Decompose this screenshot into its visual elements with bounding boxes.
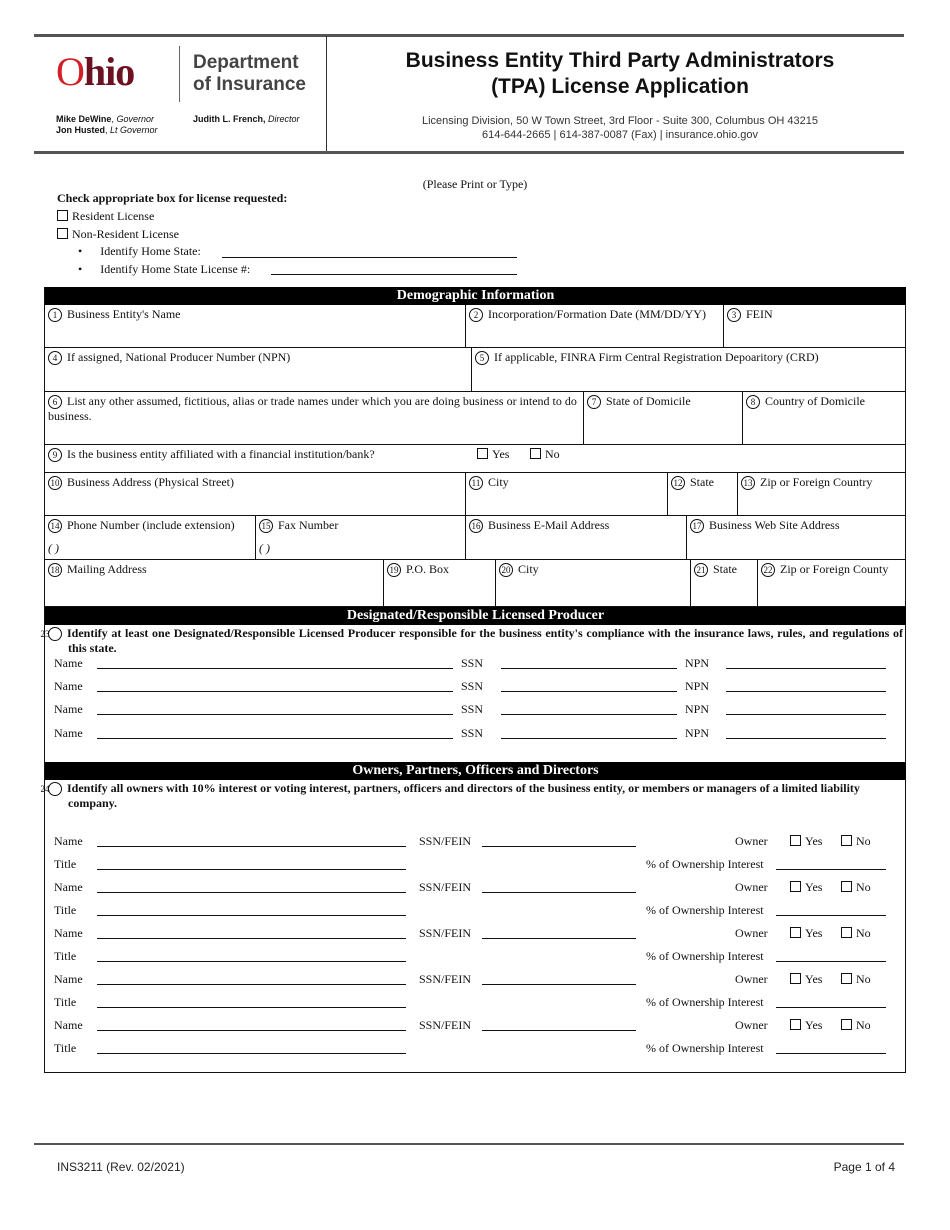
header-divider	[326, 36, 327, 152]
field-mailing-zip[interactable]: 22 Zip or Foreign County	[758, 560, 906, 607]
non-resident-checkbox[interactable]	[57, 228, 68, 239]
home-license-row: • Identify Home State License #:	[78, 262, 251, 276]
owner-no-checkbox[interactable]	[841, 927, 852, 938]
director	[193, 114, 300, 125]
producer-ssn-input[interactable]	[501, 691, 677, 692]
ownership-pct-label: % of Ownership Interest	[646, 903, 764, 917]
owner-name-input[interactable]	[97, 1030, 406, 1031]
dept-line2: of Insurance	[193, 74, 306, 95]
owners-header: Owners, Partners, Officers and Directors	[45, 762, 906, 780]
owner-no-checkbox[interactable]	[841, 835, 852, 846]
owner-name-input[interactable]	[97, 938, 406, 939]
owner-ssn-input[interactable]	[482, 938, 636, 939]
owner-no[interactable]: No	[841, 926, 871, 941]
owner-title-input[interactable]	[97, 961, 406, 962]
title-label: Title	[54, 1041, 77, 1055]
director-name: Judith L. French,	[193, 114, 266, 124]
name-label: Name	[54, 656, 83, 670]
field-business-name[interactable]: 1 Business Entity's Name	[45, 305, 466, 348]
bank-yes-checkbox[interactable]	[477, 448, 488, 459]
producer-npn-input[interactable]	[726, 691, 886, 692]
home-license-input[interactable]	[271, 274, 517, 275]
logo-divider	[179, 46, 180, 102]
ssn-label: SSN	[461, 656, 484, 670]
ohio-logo: Ohio	[56, 49, 135, 94]
owner-yes-checkbox[interactable]	[790, 973, 801, 984]
home-state-input[interactable]	[222, 257, 517, 258]
owner-yes-checkbox[interactable]	[790, 881, 801, 892]
address: Licensing Division, 50 W Town Street, 3rd Floor - Suite 300, Columbus OH 43215	[422, 115, 818, 127]
field-fein[interactable]: 3 FEIN	[724, 305, 906, 348]
title-label: Title	[54, 995, 77, 1009]
owner-yes[interactable]: Yes	[790, 834, 822, 849]
bank-no[interactable]: No	[530, 447, 560, 461]
owner-ssn-input[interactable]	[482, 846, 636, 847]
page-number: Page 1 of 4	[833, 1160, 895, 1174]
form-id: INS3211 (Rev. 02/2021)	[57, 1160, 185, 1174]
owner-no-checkbox[interactable]	[841, 1019, 852, 1030]
ownership-pct-input[interactable]	[776, 869, 886, 870]
field-state-domicile[interactable]: 7 State of Domicile	[584, 392, 743, 445]
owner-no[interactable]: No	[841, 834, 871, 849]
owner-yes[interactable]: Yes	[790, 972, 822, 987]
name-label: Name	[54, 1018, 83, 1032]
field-bank-affiliation: 9 Is the business entity affiliated with a financial institution/bank? Yes No	[45, 445, 906, 473]
owner-yes[interactable]: Yes	[790, 880, 822, 895]
bank-yes[interactable]: Yes	[477, 447, 509, 461]
owner-no[interactable]: No	[841, 880, 871, 895]
title-label: Title	[54, 857, 77, 871]
name-label: Name	[54, 880, 83, 894]
title-label: Title	[54, 903, 77, 917]
governor-title: Governor	[116, 114, 154, 124]
owners-instruction: 24 Identify all owners with 10% interest or voting interest, partners, officers and directors of the business entity, or members or managers of a limited liability company.	[40, 781, 860, 810]
owner-no-checkbox[interactable]	[841, 881, 852, 892]
resident-label: Resident License	[72, 209, 155, 223]
governors: Mike DeWine, Governor Jon Husted, Lt Governor	[56, 114, 158, 135]
producer-name-input[interactable]	[97, 738, 453, 739]
owner-ssn-input[interactable]	[482, 892, 636, 893]
demographic-header: Demographic Information	[45, 287, 906, 305]
ssn-fein-label: SSN/FEIN	[419, 972, 472, 986]
governor: Mike DeWine	[56, 114, 112, 124]
producer-header: Designated/Responsible Licensed Producer	[45, 607, 906, 625]
home-state-row: • Identify Home State:	[78, 244, 201, 258]
producer-ssn-input[interactable]	[501, 738, 677, 739]
lt-governor: Jon Husted	[56, 125, 106, 135]
npn-label: NPN	[685, 726, 710, 740]
ownership-pct-input[interactable]	[776, 915, 886, 916]
owner-label: Owner	[735, 972, 768, 986]
field-country-domicile[interactable]: 8 Country of Domicile	[743, 392, 906, 445]
producer-npn-input[interactable]	[726, 714, 886, 715]
department-name	[193, 52, 306, 96]
field-po-box[interactable]: 19 P.O. Box	[384, 560, 496, 607]
ssn-fein-label: SSN/FEIN	[419, 926, 472, 940]
field-business-address[interactable]: 10 Business Address (Physical Street)	[45, 473, 466, 516]
owner-title-input[interactable]	[97, 869, 406, 870]
owner-yes[interactable]: Yes	[790, 926, 822, 941]
producer-ssn-input[interactable]	[501, 714, 677, 715]
owner-label: Owner	[735, 880, 768, 894]
owner-title-input[interactable]	[97, 1007, 406, 1008]
field-incorporation-date[interactable]: 2 Incorporation/Formation Date (MM/DD/YY)	[466, 305, 724, 348]
name-label: Name	[54, 834, 83, 848]
owner-name-input[interactable]	[97, 846, 406, 847]
owner-name-input[interactable]	[97, 984, 406, 985]
title-line1: Business Entity Third Party Administrators	[405, 49, 835, 72]
producer-name-input[interactable]	[97, 691, 453, 692]
ownership-pct-label: % of Ownership Interest	[646, 949, 764, 963]
ownership-pct-label: % of Ownership Interest	[646, 995, 764, 1009]
top-rule	[34, 34, 904, 37]
producer-instruction: 23 Identify at least one Designated/Responsible Licensed Producer responsible for the business entity's compliance with the insurance laws, rules, and regulations of this state.	[40, 626, 903, 655]
field-mailing-state[interactable]: 21 State	[691, 560, 758, 607]
ownership-pct-input[interactable]	[776, 961, 886, 962]
owner-ssn-input[interactable]	[482, 1030, 636, 1031]
ownership-pct-label: % of Ownership Interest	[646, 1041, 764, 1055]
home-state-label: Identify Home State:	[100, 244, 201, 258]
non-resident-label: Non-Resident License	[72, 227, 179, 241]
owner-no[interactable]: No	[841, 1018, 871, 1033]
owner-no[interactable]: No	[841, 972, 871, 987]
owner-yes-checkbox[interactable]	[790, 835, 801, 846]
contact-info	[340, 114, 900, 142]
owner-name-input[interactable]	[97, 892, 406, 893]
name-label: Name	[54, 679, 83, 693]
ownership-pct-label: % of Ownership Interest	[646, 857, 764, 871]
title-label: Title	[54, 949, 77, 963]
field-fax[interactable]: 15 Fax Number ( )	[256, 516, 466, 560]
ownership-pct-input[interactable]	[776, 1053, 886, 1054]
field-email[interactable]: 16 Business E-Mail Address	[466, 516, 687, 560]
owner-yes-checkbox[interactable]	[790, 1019, 801, 1030]
resident-option[interactable]	[57, 209, 154, 224]
producer-name-input[interactable]	[97, 714, 453, 715]
field-state[interactable]: 12 State	[668, 473, 738, 516]
owner-yes-checkbox[interactable]	[790, 927, 801, 938]
field-website[interactable]: 17 Business Web Site Address	[687, 516, 906, 560]
producer-name-input[interactable]	[97, 668, 453, 669]
phone-web: 614-644-2665 | 614-387-0087 (Fax) | insurance.ohio.gov	[481, 129, 758, 141]
owner-label: Owner	[735, 926, 768, 940]
owner-title-input[interactable]	[97, 1053, 406, 1054]
footer-rule	[34, 1143, 904, 1145]
producer-npn-input[interactable]	[726, 738, 886, 739]
field-mailing-address[interactable]: 18 Mailing Address	[45, 560, 384, 607]
ssn-fein-label: SSN/FEIN	[419, 834, 472, 848]
name-label: Name	[54, 972, 83, 986]
non-resident-option[interactable]	[57, 227, 179, 242]
field-phone[interactable]: 14 Phone Number (include extension) ( )	[45, 516, 256, 560]
field-zip[interactable]: 13 Zip or Foreign Country	[738, 473, 906, 516]
ssn-fein-label: SSN/FEIN	[419, 880, 472, 894]
check-label: Check appropriate box for license requested:	[57, 191, 288, 205]
owner-no-checkbox[interactable]	[841, 973, 852, 984]
name-label: Name	[54, 726, 83, 740]
bank-no-checkbox[interactable]	[530, 448, 541, 459]
header-bottom-rule	[34, 151, 904, 154]
npn-label: NPN	[685, 679, 710, 693]
dept-line1: Department	[193, 52, 299, 73]
owner-ssn-input[interactable]	[482, 984, 636, 985]
ownership-pct-input[interactable]	[776, 1007, 886, 1008]
field-mailing-city[interactable]: 20 City	[496, 560, 691, 607]
resident-checkbox[interactable]	[57, 210, 68, 221]
owner-title-input[interactable]	[97, 915, 406, 916]
ssn-fein-label: SSN/FEIN	[419, 1018, 472, 1032]
producer-ssn-input[interactable]	[501, 668, 677, 669]
application-form	[40, 287, 906, 1073]
ssn-label: SSN	[461, 679, 484, 693]
name-label: Name	[54, 926, 83, 940]
producer-npn-input[interactable]	[726, 668, 886, 669]
title-line2: (TPA) License Application	[491, 75, 749, 98]
field-trade-names[interactable]: 6 List any other assumed, fictitious, alias or trade names under which you are doing business or intend to do business.	[45, 392, 584, 445]
print-note: (Please Print or Type)	[422, 177, 528, 191]
field-npn[interactable]: 4 If assigned, National Producer Number (NPN)	[45, 348, 472, 392]
name-label: Name	[54, 702, 83, 716]
owner-yes[interactable]: Yes	[790, 1018, 822, 1033]
owner-label: Owner	[735, 1018, 768, 1032]
npn-label: NPN	[685, 656, 710, 670]
owner-label: Owner	[735, 834, 768, 848]
lt-governor-title: Lt Governor	[110, 125, 158, 135]
page-title	[340, 48, 900, 100]
npn-label: NPN	[685, 702, 710, 716]
ssn-label: SSN	[461, 726, 484, 740]
field-crd[interactable]: 5 If applicable, FINRA Firm Central Registration Depoaritory (CRD)	[472, 348, 906, 392]
director-title: Director	[268, 114, 300, 124]
home-license-label: Identify Home State License #:	[100, 262, 251, 276]
field-city[interactable]: 11 City	[466, 473, 668, 516]
ssn-label: SSN	[461, 702, 484, 716]
